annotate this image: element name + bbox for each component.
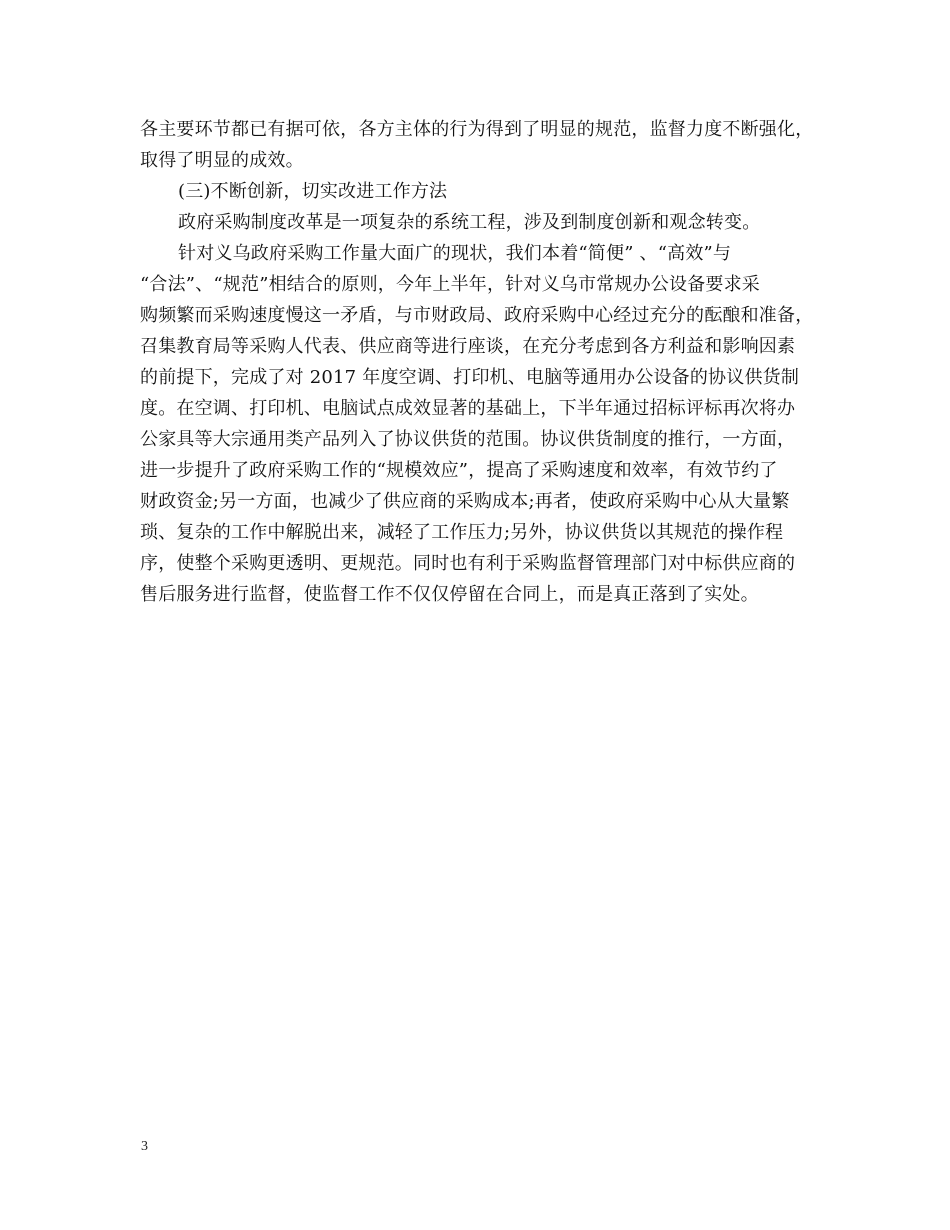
text-line: 政府采购制度改革是一项复杂的系统工程，涉及到制度创新和观念转变。 [178, 212, 761, 233]
text-line: “合法”、“规范”相结合的原则，今年上半年，针对义乌市常规办公设备要求采 [140, 274, 761, 295]
body-text [140, 114, 830, 610]
text-line: 取得了明显的成效。 [140, 150, 304, 171]
text-line: 度。在空调、打印机、电脑试点成效显著的基础上，下半年通过招标评标再次将办 [140, 398, 796, 419]
section-heading: (三)不断创新，切实改进工作方法 [178, 181, 448, 202]
text-line: 财政资金;另一方面，也减少了供应商的采购成本;再者，使政府采购中心从大量繁 [140, 491, 790, 512]
text-line: 召集教育局等采购人代表、供应商等进行座谈，在充分考虑到各方利益和影响因素 [140, 336, 796, 357]
text-line: 公家具等大宗通用类产品列入了协议供货的范围。协议供货制度的推行，一方面， [140, 429, 796, 450]
text-line: 序，使整个采购更透明、更规范。同时也有利于采购监督管理部门对中标供应商的 [140, 553, 796, 574]
text-line: 针对义乌政府采购工作量大面广的现状，我们本着“简便” 、“高效”与 [178, 243, 732, 264]
text-line: 购频繁而采购速度慢这一矛盾，与市财政局、政府采购中心经过充分的酝酿和准备， [140, 305, 814, 326]
text-line: 琐、复杂的工作中解脱出来，减轻了工作压力;另外，协议供货以其规范的操作程 [140, 522, 784, 543]
text-line: 各主要环节都已有据可依，各方主体的行为得到了明显的规范，监督力度不断强化， [140, 119, 814, 140]
text-line: 售后服务进行监督，使监督工作不仅仅停留在合同上，而是真正落到了实处。 [140, 584, 759, 605]
page-number: 3 [141, 1139, 148, 1154]
text-line: 的前提下，完成了对 2017 年度空调、打印机、电脑等通用办公设备的协议供货制 [140, 367, 800, 388]
text-line: 进一步提升了政府采购工作的“规模效应”，提高了采购速度和效率，有效节约了 [140, 460, 778, 481]
